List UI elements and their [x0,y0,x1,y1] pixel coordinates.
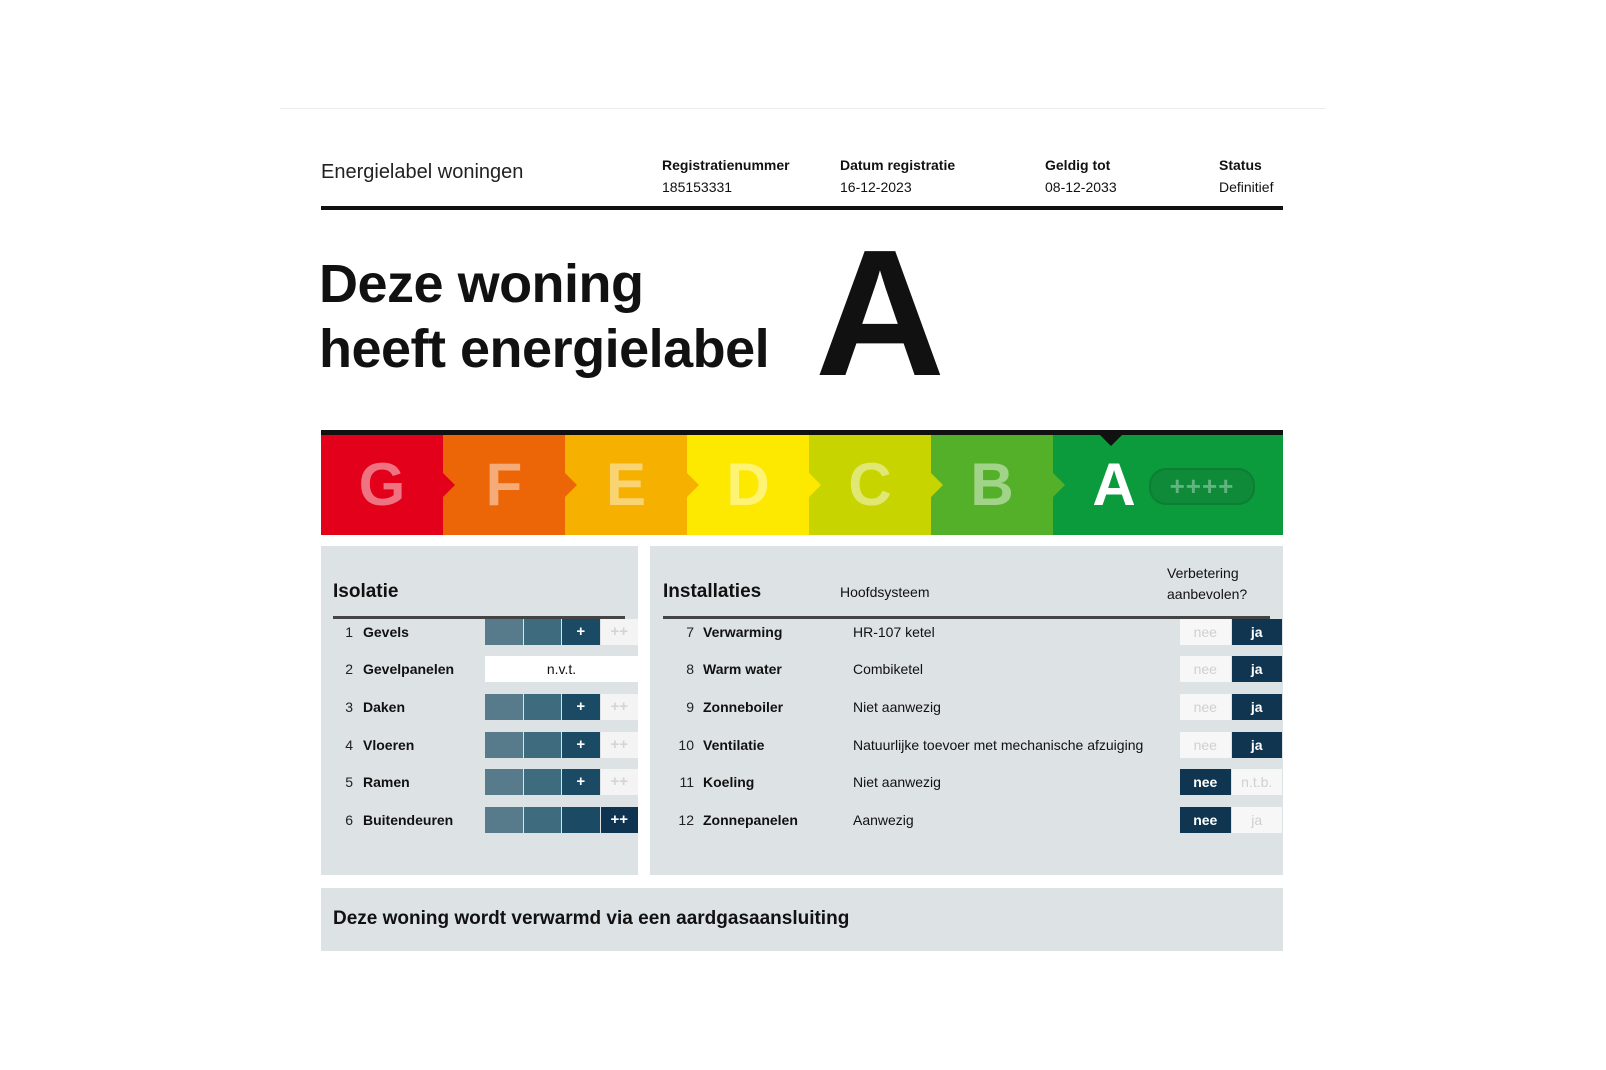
scale-class-e [565,435,687,535]
registration-number [662,154,790,198]
row-number: 9 [686,699,694,715]
installatie-row [663,807,1270,833]
column-header-verbetering [1167,563,1247,605]
recommendation-toggle [1180,732,1282,758]
scale-class-f [443,435,565,535]
scale-arrow-tip [565,473,577,497]
scale-letter: C [848,451,892,518]
level-cell [485,694,523,720]
level-cell [524,807,562,833]
status [1219,154,1273,198]
scale-letter: A [1092,451,1136,518]
meta-value: 16-12-2023 [840,179,912,195]
plus-indicator: ++++ [1149,468,1255,505]
column-header-line: aanbevolen? [1167,586,1248,602]
valid-until [1045,154,1117,198]
scale-arrow-tip [931,473,943,497]
installaties-panel [650,546,1283,875]
scale-arrow-tip [1053,473,1065,497]
installatie-row [663,769,1273,795]
level-cell: + [562,694,600,720]
insulation-level [485,694,638,720]
scale-arrow-tip [443,473,455,497]
insulation-level [485,769,638,795]
meta-label: Registratienummer [662,157,790,173]
level-cell [524,732,562,758]
column-header-line: Verbetering [1167,565,1239,581]
option-ja: n.t.b. [1232,769,1283,795]
installatie-row [663,732,1270,758]
scale-class-b [931,435,1053,535]
insulation-level [485,807,638,833]
headline-line-2: heeft energielabel [319,319,770,379]
level-cell: ++ [601,807,639,833]
option-nee: nee [1180,769,1231,795]
option-nee: nee [1180,619,1231,645]
row-number: 11 [679,774,694,790]
level-cell: + [562,619,600,645]
option-nee: nee [1180,656,1231,682]
row-name: Koeling [703,774,755,790]
recommendation-toggle [1180,619,1282,645]
isolatie-row [333,807,633,833]
option-ja: ja [1232,694,1283,720]
row-name: Gevelpanelen [363,661,455,677]
installaties-title: Installaties [663,581,762,602]
row-name: Gevels [363,624,409,640]
main-system: Niet aanwezig [853,774,941,790]
headline-line-1: Deze woning [319,254,644,314]
scale-class-c [809,435,931,535]
scale-arrow-tip [687,473,699,497]
meta-value: Definitief [1219,179,1274,195]
option-ja: ja [1232,619,1283,645]
row-number: 3 [345,699,353,715]
option-ja: ja [1232,732,1283,758]
row-name: Zonnepanelen [703,812,798,828]
headline [319,252,769,382]
installatie-row [663,656,1270,682]
level-cell: ++ [601,769,639,795]
row-name: Ramen [363,774,410,790]
meta-value: 185153331 [662,179,733,195]
row-name: Ventilatie [703,737,765,753]
scale-class-g [321,435,443,535]
recommendation-toggle [1180,807,1282,833]
option-ja: ja [1232,656,1283,682]
row-number: 6 [345,812,353,828]
isolatie-row [333,732,633,758]
top-divider [280,108,1326,109]
label-header [321,150,1283,210]
row-name: Zonneboiler [703,699,784,715]
level-cell [485,807,523,833]
installatie-row [663,619,1270,645]
option-nee: nee [1180,694,1231,720]
meta-label: Status [1219,157,1262,173]
isolatie-row [333,694,633,720]
level-cell: + [562,769,600,795]
row-number: 1 [345,624,353,640]
scale-letter: D [726,451,770,518]
option-ja: ja [1232,807,1283,833]
row-number: 12 [678,812,694,828]
row-name: Verwarming [703,624,783,640]
not-applicable: n.v.t. [485,656,638,682]
level-cell: ++ [601,732,639,758]
scale-letter: E [605,451,647,518]
row-name: Warm water [703,661,782,677]
row-number: 5 [345,774,353,790]
installatie-row [663,694,1270,720]
level-cell [562,807,600,833]
level-cell [485,769,523,795]
main-system: Aanwezig [853,812,914,828]
level-cell [485,619,523,645]
scale-arrow-tip [809,473,821,497]
row-number: 8 [686,661,694,677]
meta-value: 08-12-2033 [1045,179,1117,195]
insulation-level [485,732,638,758]
heating-note [321,888,1283,951]
level-cell [524,769,562,795]
main-system: HR-107 ketel [853,624,935,640]
meta-label: Geldig tot [1045,157,1111,173]
scale-class-a [1053,435,1283,535]
level-cell: + [562,732,600,758]
level-cell [485,732,523,758]
isolatie-row [333,656,633,682]
level-cell [524,694,562,720]
energy-scale [321,430,1283,540]
row-number: 7 [686,624,694,640]
row-number: 2 [345,661,353,677]
row-number: 10 [678,737,694,753]
recommendation-toggle [1180,769,1282,795]
scale-class-d [687,435,809,535]
heating-note-text: Deze woning wordt verwarmd via een aardgasaansluiting [333,908,850,929]
isolatie-row [333,769,633,795]
isolatie-title: Isolatie [333,581,399,602]
row-name: Daken [363,699,406,715]
scale-letter: F [485,451,523,518]
option-nee: nee [1180,807,1231,833]
document-title: Energielabel woningen [321,161,524,183]
main-system: Niet aanwezig [853,699,941,715]
isolatie-panel [321,546,638,875]
main-system: Combiketel [853,661,924,677]
row-number: 4 [345,737,353,753]
row-name: Buitendeuren [363,812,454,828]
meta-label: Datum registratie [840,157,956,173]
isolatie-row [333,619,633,645]
row-name: Vloeren [363,737,415,753]
insulation-level [485,619,638,645]
column-header-hoofdsysteem: Hoofdsysteem [840,584,930,600]
level-cell: ++ [601,619,639,645]
recommendation-toggle [1180,656,1282,682]
option-nee: nee [1180,732,1231,758]
current-class-pointer [1100,435,1122,446]
level-cell: ++ [601,694,639,720]
scale-letter: G [358,451,406,518]
recommendation-toggle [1180,694,1282,720]
energy-label-letter: A [815,213,945,414]
main-system: Natuurlijke toevoer met mechanische afzuiging [853,737,1144,753]
level-cell [524,619,562,645]
scale-letter: B [970,451,1014,518]
registration-date [840,154,955,198]
